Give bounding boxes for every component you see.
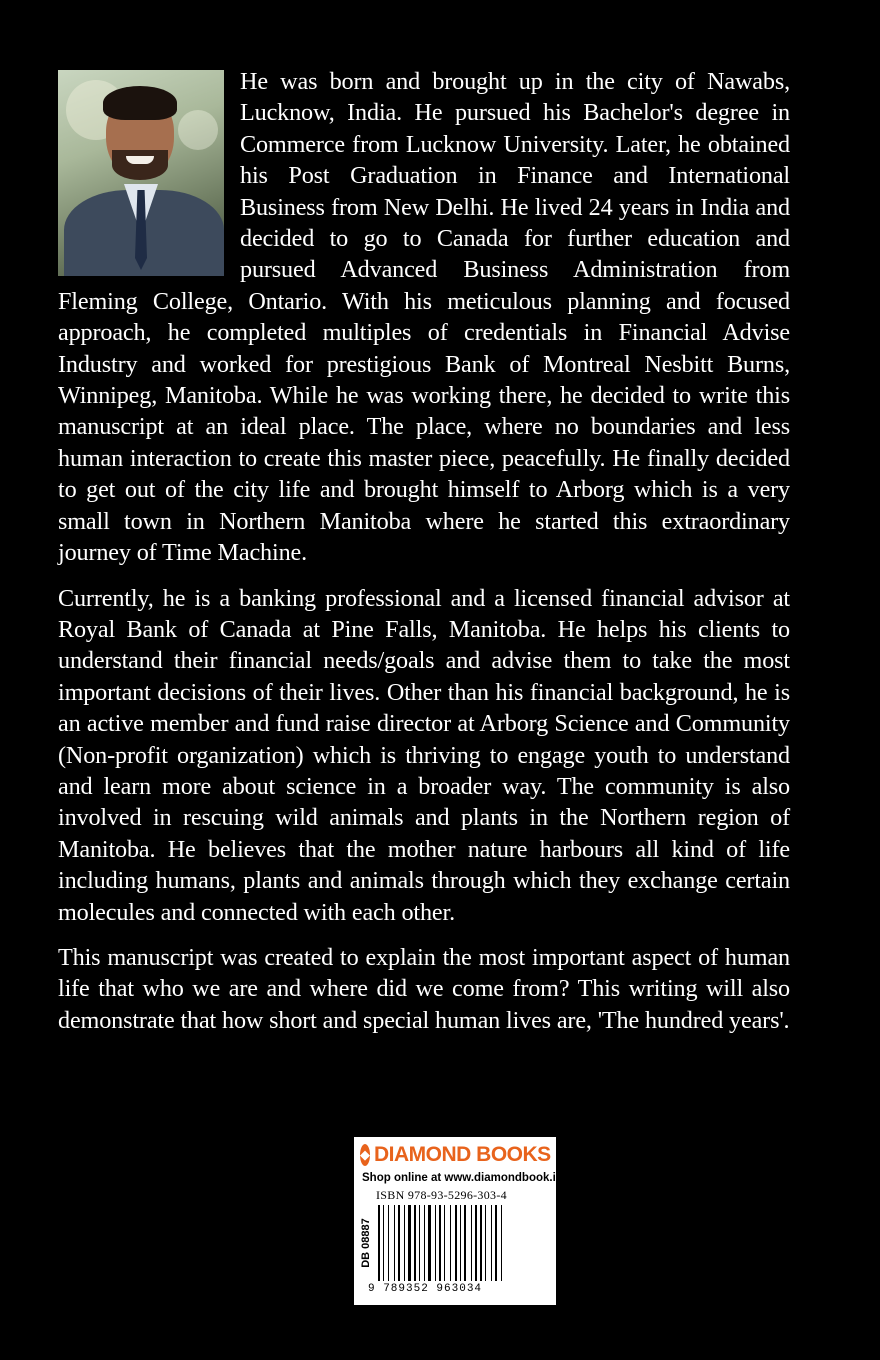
barcode <box>376 1205 536 1285</box>
series-text: A.H.W. Sameer Series <box>560 1201 572 1292</box>
barcode-bars <box>376 1205 536 1283</box>
db-code: DB 08887 <box>360 1218 372 1268</box>
isbn-text: ISBN 978-93-5296-303-4 <box>376 1188 507 1202</box>
bio-paragraph-2: Currently, he is a banking professional and a licensed financial advisor at Royal Bank of Canada at Pine Falls, Manitoba. He helps his clients to understand their financial needs/goals and advise them to take the most important decisions of their lives. Other than his financial background, he is an active member and fund raise director at Arborg Science and Community (Non-profit organization) which is thriving to engage youth to understand and learn more about science in a broader way. The community is also involved in rescuing wild animals and plants in the Northern region of Manitoba. He believes that the mother nature harbours all kind of life including humans, plants and animals through which they exchange certain molecules and connected with each other. <box>58 584 790 926</box>
author-photo <box>58 70 224 276</box>
barcode-digits: 9 789352 963034 <box>368 1283 483 1295</box>
diamond-logo-icon: ◆ <box>360 1144 370 1166</box>
bio-paragraph-1: He was born and brought up in the city of Nawabs, Lucknow, India. He pursued his Bachelor's degree in Commerce from Lucknow University. Later, he obtained his Post Graduation in Finance and International Business from New Delhi. He lived 24 years in India and decided to go to Canada for further education and pursued Advanced Business Administration from Fleming College, Ontario. With his meticulous planning and focused approach, he completed multiples of credentials in Financial Advise Industry and worked for prestigious Bank of Montreal Nesbitt Burns, Winnipeg, Manitoba. While he was working there, he decided to write this manuscript at an ideal place. The place, where no boundaries and less human interaction to create this master piece, peacefully. He finally decided to get out of the city life and brought himself to Arborg which is a very small town in Northern Manitoba where he started this extraordinary journey of Time Machine. <box>58 68 790 567</box>
publisher-name: DIAMOND BOOKS <box>374 1143 551 1166</box>
publisher-label <box>354 1137 572 1305</box>
back-cover-text <box>58 66 790 1050</box>
bio-paragraph-3: This manuscript was created to explain the most important aspect of human life that who we are and where did we come from? This writing will also demonstrate that how short and special human lives are, 'The hundred years'. <box>58 943 790 1034</box>
shop-online-text: Shop online at www.diamondbook.in <box>362 1172 563 1184</box>
publisher-brand <box>360 1143 550 1167</box>
